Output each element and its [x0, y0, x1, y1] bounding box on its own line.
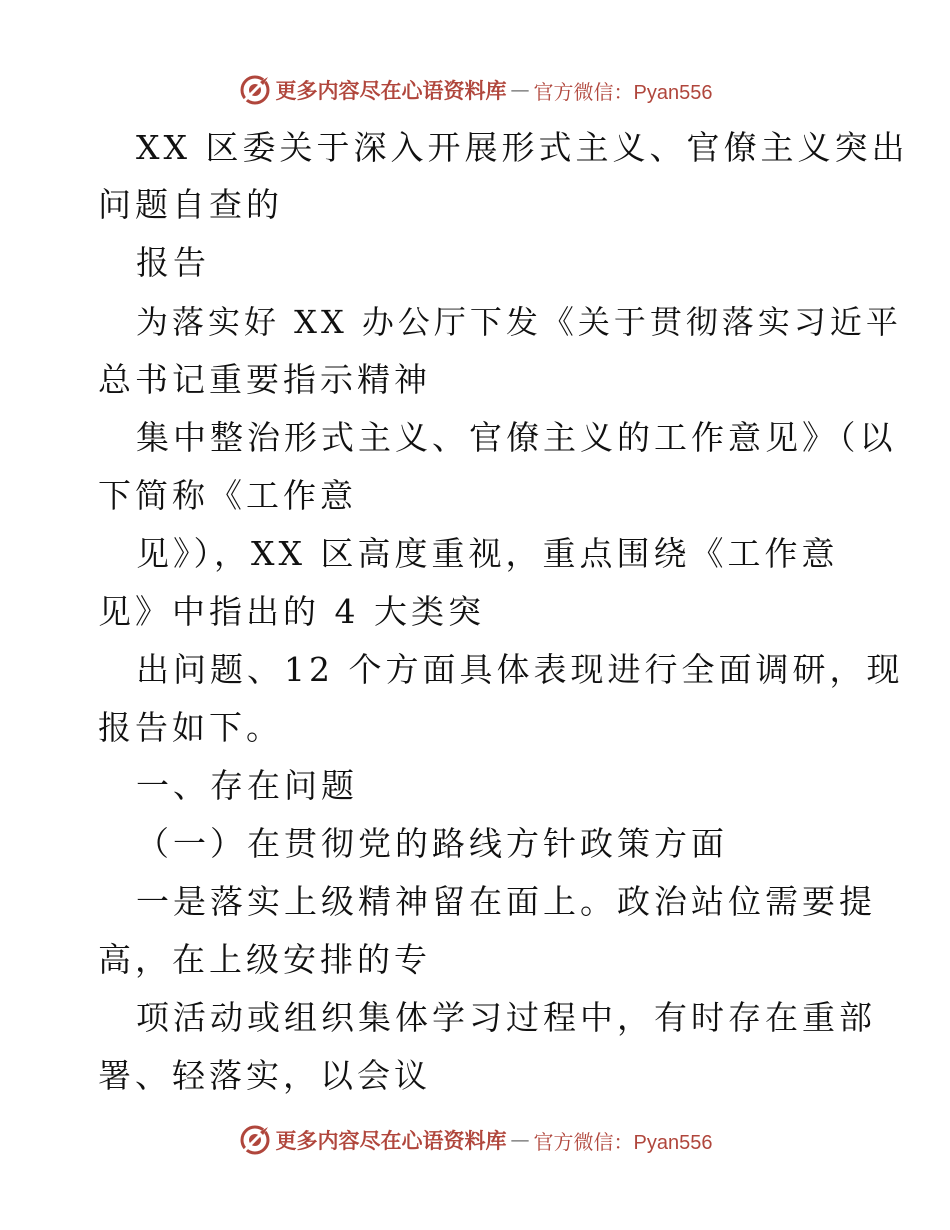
paragraph-line: 总书记重要指示精神 — [98, 360, 431, 399]
footer-watermark — [0, 1120, 950, 1160]
paragraph-line: 署、轻落实，以会议 — [98, 1056, 431, 1095]
header-watermark — [0, 70, 950, 110]
title-line-3: 报告 — [136, 243, 210, 282]
paragraph-line: 见》），XX 区高度重视，重点围绕《工作意 — [136, 534, 839, 573]
pen-logo-icon — [238, 1123, 272, 1157]
paragraph-line: 高，在上级安排的专 — [98, 940, 431, 979]
watermark-separator: — — [510, 1129, 530, 1151]
paragraph-line: 出问题、12 个方面具体表现进行全面调研，现 — [136, 650, 904, 689]
watermark-text: 更多内容尽在心语资料库 — [275, 78, 507, 103]
pen-logo-icon — [238, 73, 272, 107]
paragraph-line: 集中整治形式主义、官僚主义的工作意见》（以 — [136, 418, 897, 457]
watermark-wechat: 官方微信：Pyan556 — [533, 81, 713, 104]
paragraph-line: 为落实好 XX 办公厅下发《关于贯彻落实习近平 — [136, 303, 902, 341]
paragraph-line: 报告如下。 — [98, 708, 283, 747]
watermark-separator: — — [510, 79, 530, 101]
title-line-2: 问题自查的 — [98, 185, 283, 224]
paragraph-line: 下简称《工作意 — [98, 476, 357, 515]
watermark-wechat: 官方微信：Pyan556 — [533, 1131, 713, 1154]
watermark-text: 更多内容尽在心语资料库 — [275, 1128, 507, 1153]
title-line-1: XX 区委关于深入开展形式主义、官僚主义突出 — [136, 128, 909, 167]
subsection-heading: （一）在贯彻党的路线方针政策方面 — [136, 824, 728, 863]
paragraph-line: 见》中指出的 4 大类突 — [98, 592, 485, 631]
section-heading: 一、存在问题 — [136, 766, 358, 805]
paragraph-line: 一是落实上级精神留在面上。政治站位需要提 — [136, 882, 876, 921]
paragraph-line: 项活动或组织集体学习过程中，有时存在重部 — [136, 998, 876, 1037]
